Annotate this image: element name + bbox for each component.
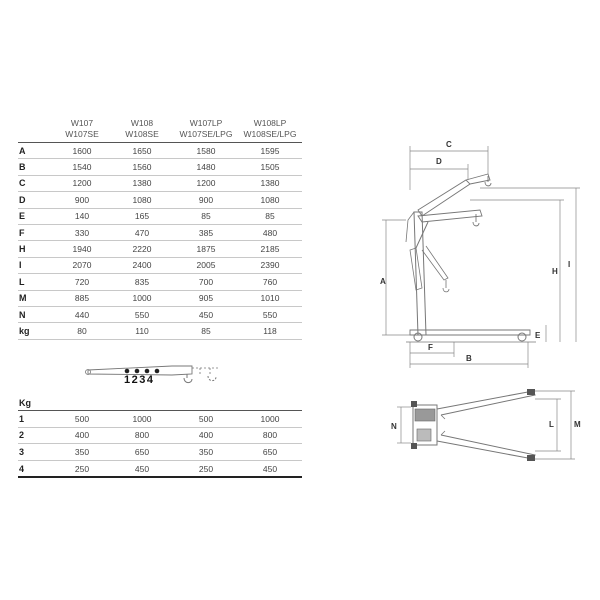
boom-hole-3 (145, 369, 150, 374)
table-row (18, 274, 302, 290)
table-row (18, 306, 302, 322)
table-cell: 2185 (238, 241, 302, 257)
table-row (18, 444, 302, 461)
table-cell: 700 (174, 274, 238, 290)
dim-label-h: H (552, 267, 558, 276)
table-cell: 330 (54, 224, 110, 240)
table-cell: 85 (174, 323, 238, 339)
spec-corner (18, 118, 54, 143)
table-cell: 905 (174, 290, 238, 306)
row-label: B (18, 159, 54, 175)
load-table (18, 396, 302, 478)
table-cell: 1480 (174, 159, 238, 175)
table-cell: 2390 (238, 257, 302, 273)
spec-table (18, 118, 302, 340)
row-label: D (18, 192, 54, 208)
row-label: 1 (18, 411, 54, 428)
table-cell: 900 (174, 192, 238, 208)
table-cell: 1560 (110, 159, 174, 175)
row-label: N (18, 306, 54, 322)
table-cell: 450 (238, 460, 302, 477)
table-cell: 1540 (54, 159, 110, 175)
boom-hole-2 (135, 369, 140, 374)
dim-label-b: B (466, 354, 472, 363)
table-cell: 1000 (238, 411, 302, 428)
row-label: L (18, 274, 54, 290)
table-cell: 720 (54, 274, 110, 290)
table-cell: 2070 (54, 257, 110, 273)
table-cell: 1080 (110, 192, 174, 208)
table-cell: 885 (54, 290, 110, 306)
boom-positions-diagram (80, 356, 240, 392)
crane-top-view (385, 385, 585, 465)
table-cell: 450 (174, 306, 238, 322)
table-row (18, 224, 302, 240)
table-cell: 118 (238, 323, 302, 339)
table-cell: 2220 (110, 241, 174, 257)
table-cell: 80 (54, 323, 110, 339)
row-label: E (18, 208, 54, 224)
table-cell: 480 (238, 224, 302, 240)
table-cell: 760 (238, 274, 302, 290)
row-label: I (18, 257, 54, 273)
row-label: C (18, 175, 54, 191)
table-cell: 650 (110, 444, 174, 461)
table-cell: 1650 (110, 143, 174, 159)
table-cell: 800 (238, 427, 302, 444)
row-label: A (18, 143, 54, 159)
table-cell: 2400 (110, 257, 174, 273)
table-cell: 85 (238, 208, 302, 224)
dim-label-c: C (446, 140, 452, 149)
table-row (18, 290, 302, 306)
row-label: kg (18, 323, 54, 339)
table-cell: 1080 (238, 192, 302, 208)
table-cell: 1875 (174, 241, 238, 257)
table-cell: 2005 (174, 257, 238, 273)
table-row (18, 192, 302, 208)
load-table-header: Kg (18, 396, 54, 411)
table-cell: 1380 (238, 175, 302, 191)
column-header: W107 W107SE (54, 118, 110, 143)
table-cell: 650 (238, 444, 302, 461)
boom-hole-1 (125, 369, 130, 374)
dim-label-n: N (391, 422, 397, 431)
dim-label-m: M (574, 420, 581, 429)
table-cell: 1595 (238, 143, 302, 159)
table-cell: 500 (174, 411, 238, 428)
dim-label-f: F (428, 343, 433, 352)
table-cell: 1200 (54, 175, 110, 191)
table-cell: 350 (54, 444, 110, 461)
table-cell: 140 (54, 208, 110, 224)
table-cell: 440 (54, 306, 110, 322)
boom-hole-4 (155, 369, 160, 374)
table-cell: 400 (174, 427, 238, 444)
table-cell: 1000 (110, 290, 174, 306)
column-header: W108LP W108SE/LPG (238, 118, 302, 143)
column-header: W107LP W107SE/LPG (174, 118, 238, 143)
table-cell: 900 (54, 192, 110, 208)
table-row (18, 411, 302, 428)
table-cell: 400 (54, 427, 110, 444)
dim-label-i: I (568, 260, 571, 269)
boom-positions-label: 1234 (124, 374, 155, 386)
table-cell: 250 (54, 460, 110, 477)
table-row (18, 427, 302, 444)
table-cell: 1200 (174, 175, 238, 191)
table-cell: 1380 (110, 175, 174, 191)
table-cell: 165 (110, 208, 174, 224)
table-cell: 1505 (238, 159, 302, 175)
dim-label-a: A (380, 277, 386, 286)
table-cell: 85 (174, 208, 238, 224)
table-row (18, 323, 302, 339)
table-row (18, 460, 302, 477)
row-label: 3 (18, 444, 54, 461)
table-row (18, 257, 302, 273)
table-cell: 110 (110, 323, 174, 339)
table-cell: 470 (110, 224, 174, 240)
table-cell: 800 (110, 427, 174, 444)
table-cell: 450 (110, 460, 174, 477)
table-row (18, 175, 302, 191)
table-row (18, 159, 302, 175)
table-cell: 835 (110, 274, 174, 290)
dim-label-d: D (436, 157, 442, 166)
table-cell: 385 (174, 224, 238, 240)
dim-label-e: E (535, 331, 541, 340)
table-cell: 1940 (54, 241, 110, 257)
row-label: 2 (18, 427, 54, 444)
table-row (18, 241, 302, 257)
table-row (18, 208, 302, 224)
table-cell: 1000 (110, 411, 174, 428)
table-cell: 350 (174, 444, 238, 461)
table-cell: 250 (174, 460, 238, 477)
table-cell: 500 (54, 411, 110, 428)
crane-side-view (370, 130, 600, 370)
row-label: 4 (18, 460, 54, 477)
table-cell: 550 (238, 306, 302, 322)
table-cell: 550 (110, 306, 174, 322)
row-label: F (18, 224, 54, 240)
table-cell: 1010 (238, 290, 302, 306)
dim-label-l: L (549, 420, 554, 429)
column-header: W108 W108SE (110, 118, 174, 143)
table-cell: 1580 (174, 143, 238, 159)
table-row (18, 143, 302, 159)
table-cell: 1600 (54, 143, 110, 159)
row-label: M (18, 290, 54, 306)
row-label: H (18, 241, 54, 257)
